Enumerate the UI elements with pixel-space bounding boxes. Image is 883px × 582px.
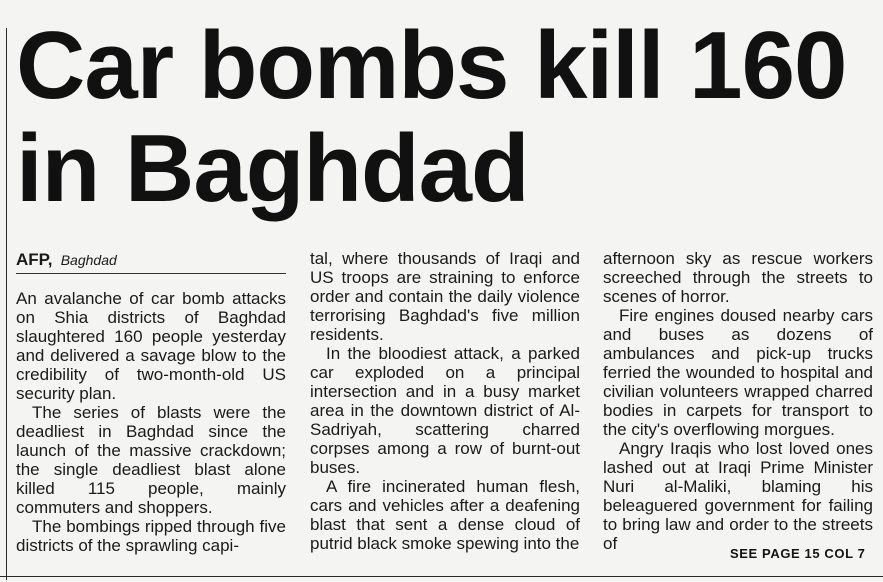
paragraph: In the bloodiest attack, a parked car exploded on a principal intersection and in a busy market area in the downtown district of Al-Sadriyah, scattering charred corpses among a row of burnt-out buses.: [310, 344, 580, 477]
paragraph: Angry Iraqis who lost loved ones lashed out at Iraqi Prime Minister Nuri al-Maliki, blaming his beleaguered government for failing to bring law and order to the streets of: [603, 439, 873, 553]
paragraph: The bombings ripped through five districts of the sprawling capi-: [16, 517, 286, 555]
paragraph: The series of blasts were the deadliest in Baghdad since the launch of the massive crackdown; the single deadliest blast alone killed 115 people, mainly commuters and shoppers.: [16, 403, 286, 517]
headline-line-1: Car bombs kill 160: [16, 12, 847, 119]
byline-agency: AFP,: [16, 250, 53, 269]
headline: [16, 14, 876, 220]
byline-place: Baghdad: [60, 252, 117, 268]
headline-line-2: in Baghdad: [16, 115, 529, 222]
paragraph: tal, where thousands of Iraqi and US troops are straining to enforce order and contain the daily violence terrorising Baghdad's five million residents.: [310, 249, 580, 344]
article-column-2: [310, 249, 580, 553]
byline: [16, 249, 286, 274]
bottom-rule: [0, 576, 883, 577]
paragraph: A fire incinerated human flesh, cars and vehicles after a deafening blast that sent a dense cloud of putrid black smoke spewing into the: [310, 477, 580, 553]
paragraph: An avalanche of car bomb attacks on Shia districts of Baghdad slaughtered 160 people yesterday and delivered a savage blow to the credibility of two-month-old US security plan.: [16, 289, 286, 403]
article-column-1: [16, 249, 286, 555]
left-column-rule: [6, 28, 7, 580]
continuation-note: SEE PAGE 15 COL 7: [730, 546, 866, 561]
paragraph: Fire engines doused nearby cars and buses as dozens of ambulances and pick-up trucks ferried the wounded to hospital and civilian volunteers wrapped charred bodies in carpets for transport to the city's overflowing morgues.: [603, 306, 873, 439]
article-column-3: [603, 249, 873, 553]
paragraph: afternoon sky as rescue workers screeched through the streets to scenes of horror.: [603, 249, 873, 306]
